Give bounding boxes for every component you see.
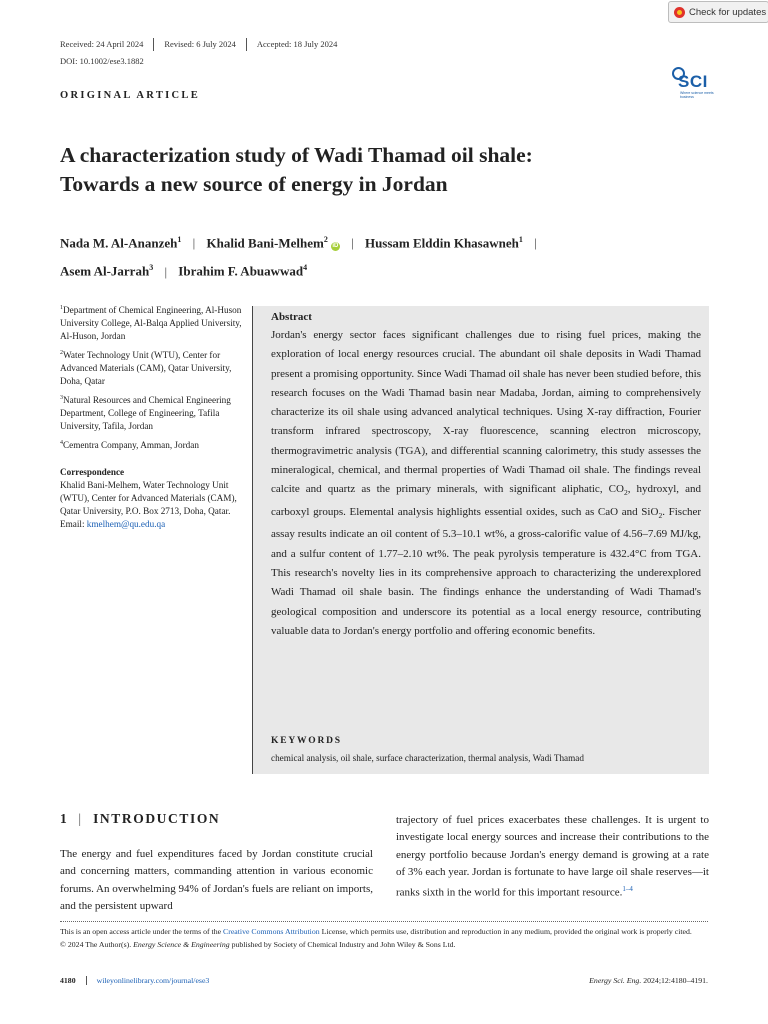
- author-separator: |: [351, 235, 354, 251]
- email-label: Email:: [60, 519, 85, 530]
- affiliation: [60, 437, 248, 452]
- license-text: License, which permits use, distribution and reproduction in any medium, provided the original work is properly cited.: [319, 927, 692, 936]
- abstract-part: . Fischer assay results indicate an oil content of 5.3–10.1 wt%, a gross-calorific value of 4.56–7.69 MJ/kg, and a sulfur content of 1.77–2.10 wt%. The peak pyrolysis temperature is 432.4°C from TGA. This research's novelty lies in its comprehensive approach to characterizing the underexplored Wadi Thamad oil shale basin. The findings enhance the understanding of Wadi Thamad's geological composition and underscore its potential as a local energy resource, contributing valuable data to Jordan's energy portfolio and offering economic benefits.: [271, 505, 701, 637]
- affiliation-sup: 4: [60, 440, 63, 447]
- citation-journal: Energy Sci. Eng.: [589, 976, 642, 985]
- section-number: 1: [60, 811, 69, 826]
- correspondence-address: Khalid Bani-Melhem, Water Technology Unit (WTU), Center for Advanced Materials (CAM), Qatar University, P.O. Box 2713, Doha, Qatar.: [60, 480, 237, 517]
- keywords-text: chemical analysis, oil shale, surface characterization, thermal analysis, Wadi Thamad: [271, 753, 584, 763]
- abstract-part: Jordan's energy sector faces significant challenges due to rising fuel prices, making the exploration of local energy resources crucial. The abundant oil shale deposits in Wadi Thamad present a promising opportunity. Since Wadi Thamad oil shale has never been studied before, this research focuses on the Wadi Thamad basin near Madaba, Jordan, aiming to comprehensively characterize its oil shale using advanced analytical techniques. Using X-ray diffraction, Fourier transform infrared spectroscopy, X-ray fluorescence, scanning electron microscopy, thermogravimetric analysis (TGA), and differential scanning calorimetry, this study assesses the mineralogical, chemical, and thermal properties of Wadi Thamad oil shale. The findings reveal calcite and quartz as the primary minerals, with significant aliphatic, CO: [271, 329, 701, 496]
- publisher-text: published by Society of Chemical Industry and John Wiley & Sons Ltd.: [229, 939, 456, 949]
- copyright-text: © 2024 The Author(s).: [60, 939, 134, 949]
- author-sup: 1: [518, 235, 523, 244]
- author-name: Asem Al-Jarrah: [60, 263, 150, 279]
- affiliation: [60, 347, 248, 388]
- intro-column-1: The energy and fuel expenditures faced by Jordan constitute crucial and concerning matters, commanding attention in various economic forums. An overwhelming 94% of Jordan's fuels are reliant on imports, and the persistent upward: [60, 848, 373, 912]
- license-line-1: [60, 926, 710, 939]
- page-number: 4180: [60, 976, 87, 985]
- accepted-date: Accepted: 18 July 2024: [246, 38, 348, 51]
- section-separator: |: [78, 811, 82, 826]
- license-text: This is an open access article under the terms of the: [60, 927, 224, 936]
- license-line-2: [60, 939, 710, 952]
- author-separator: |: [164, 263, 168, 279]
- revised-date: Revised: 6 July 2024: [153, 38, 246, 51]
- author-sup: 3: [149, 263, 154, 273]
- sci-logo-subtext: Where science meets business: [680, 91, 714, 99]
- author-separator: |: [192, 235, 196, 251]
- reference-link[interactable]: 1–4: [622, 885, 633, 894]
- correspondence-heading: Correspondence: [60, 467, 125, 478]
- doi: DOI: 10.1002/ese3.1882: [60, 56, 144, 66]
- email-link[interactable]: kmelhem@qu.edu.qa: [86, 519, 166, 530]
- crossmark-icon: [674, 7, 685, 18]
- check-for-updates-button[interactable]: [668, 1, 768, 23]
- section-heading-introduction: [60, 811, 220, 827]
- affiliation: [60, 392, 248, 433]
- abstract-part: , hydroxyl, and carboxyl groups. Elemental analysis highlights essential oxides, such as CaO and SiO: [271, 483, 701, 518]
- author-sup: 1: [177, 235, 182, 244]
- footer-citation: [589, 976, 708, 985]
- author-name: Khalid Bani-Melhem: [206, 235, 324, 251]
- affiliation-sup: 3: [60, 395, 63, 402]
- author-list: [60, 227, 720, 284]
- author-name: Ibrahim F. Abuawwad: [178, 263, 304, 279]
- citation-details: 2024;12:4180–4191.: [641, 976, 708, 985]
- keywords-heading: KEYWORDS: [271, 736, 342, 746]
- article-type: ORIGINAL ARTICLE: [60, 90, 201, 101]
- author-sup: 4: [303, 263, 308, 273]
- license-notice: [60, 926, 710, 951]
- orcid-icon[interactable]: iD: [332, 243, 339, 250]
- title-line-2: Towards a new source of energy in Jordan: [60, 172, 448, 196]
- footnote-divider: [60, 921, 708, 922]
- abstract-text: [271, 326, 701, 641]
- sci-logo: [672, 66, 716, 102]
- article-title: [60, 141, 700, 199]
- section-title: INTRODUCTION: [93, 811, 221, 826]
- title-line-1: A characterization study of Wadi Thamad oil shale:: [60, 143, 533, 167]
- affiliation-sup: 1: [60, 305, 63, 311]
- affiliation-text: Water Technology Unit (WTU), Center for Advanced Materials (CAM), Qatar University, Doha, Qatar: [60, 350, 232, 387]
- author-separator: |: [534, 235, 537, 251]
- sci-logo-text: SCI: [678, 72, 708, 91]
- affiliation-sup: 2: [60, 350, 63, 357]
- affiliations: [60, 302, 248, 531]
- affiliation: [60, 302, 248, 343]
- abstract-subscript: 2: [658, 511, 663, 521]
- correspondence-text: [60, 479, 248, 531]
- author-name: Nada M. Al-Ananzeh: [60, 235, 178, 251]
- received-date: Received: 24 April 2024: [60, 39, 144, 49]
- journal-name: Energy Science & Engineering: [133, 939, 230, 949]
- affiliation-text: Natural Resources and Chemical Engineering Department, College of Engineering, Tafila University, Tafila, Jordan: [60, 395, 231, 432]
- check-updates-label: Check for updates: [689, 6, 767, 18]
- intro-column-2-text: trajectory of fuel prices exacerbates these challenges. It is urgent to investigate local energy sources and increase their contributions to the energy portfolio because Jordan's energy demand is growing at a rate of 3% each year. Jordan is fortunate to have large oil shale reserves—it ranks sixth in the world for this important resource.: [396, 814, 709, 899]
- intro-column-2: [396, 812, 709, 902]
- affiliation-text: Department of Chemical Engineering, Al-Huson University College, Al-Balqa Applied University, Al-Huson, Jordan: [60, 305, 242, 342]
- author-sup: 2: [323, 235, 328, 244]
- journal-url-link[interactable]: wileyonlinelibrary.com/journal/ese3: [96, 976, 210, 985]
- author-name: Hussam Elddin Khasawneh: [364, 235, 519, 251]
- footer-left: [60, 976, 209, 985]
- abstract-subscript: 2: [623, 488, 628, 498]
- abstract-box: [252, 306, 709, 774]
- cc-license-link[interactable]: Creative Commons Attribution: [223, 927, 320, 936]
- article-dates: [60, 38, 347, 51]
- page-footer: [60, 976, 708, 985]
- affiliation-text: Cementra Company, Amman, Jordan: [63, 440, 199, 451]
- abstract-heading: Abstract: [271, 311, 312, 323]
